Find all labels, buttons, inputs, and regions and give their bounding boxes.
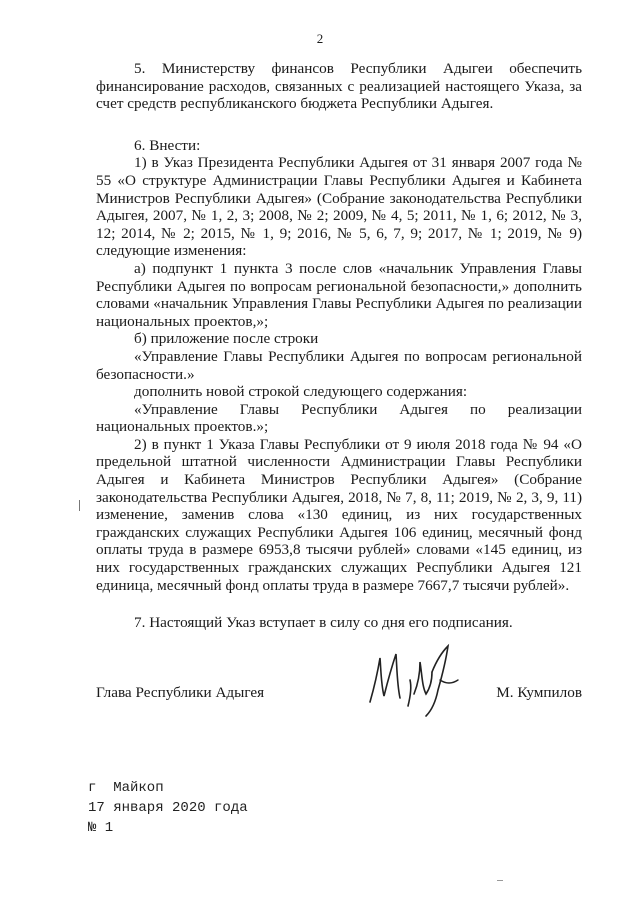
paragraph-7: 7. Настоящий Указ вступает в силу со дня его подписания. [134,614,513,632]
document-body [96,60,582,632]
registration-stamp [88,778,248,838]
scan-artifact [497,880,503,881]
signature-block [96,684,582,706]
paragraph-6-item-1b-addition: дополнить новой строкой следующего содержания: [134,383,468,401]
paragraph-6-item-2: 2) в пункт 1 Указа Главы Республики от 9 июля 2018 года № 94 «О предельной штатной численности Администрации Главы Республики Адыгея и Кабинета Министров Республики Адыгея» (Собрание законодательства Республики Адыгея, 2018, № 7, 8, 11; 2019, № 2, 3, 9, 11) изменение, заменив слова «130 единиц, из них государственных гражданских служащих Республики Адыгея 106 единиц, месячный фонд оплаты труда в размере 6953,8 тысячи рублей» словами «145 единиц, из них государственных гражданских служащих Республики Адыгея 121 единица, месячный фонд оплаты труда в размере 7667,7 тысячи рублей». [96,435,582,594]
signatory-name: М. Кумпилов [496,684,582,701]
quoted-existing-line: «Управление Главы Республики Адыгея по вопросам региональной безопасности.» [96,347,582,383]
signatory-position: Глава Республики Адыгея [96,684,265,701]
paragraph-6-heading: 6. Внести: [134,136,201,154]
page-number: 2 [316,31,324,46]
paragraph-6-item-1b: б) приложение после строки [134,330,319,348]
paragraph-5: 5. Министерству финансов Республики Адыгеи обеспечить финансирование расходов, связанных с реализацией настоящего Указа, за счет средств республиканского бюджета Республики Адыгея. [96,60,582,113]
stamp-number: № 1 [88,820,114,836]
scan-margin-mark [79,500,80,511]
stamp-city: г Майкоп [88,780,164,796]
paragraph-6-item-1: 1) в Указ Президента Республики Адыгея от 31 января 2007 года № 55 «О структуре Администрации Главы Республики Адыгея и Кабинета Министров Республики Адыгея» (Собрание законодательства Республики Адыгея, 2007, № 1, 2, 3; 2008, № 2; 2009, № 4, 5; 2011, № 1, 6; 2012, № 3, 12; 2014, № 2; 2015, № 1, 9; 2016, № 5, 6, 7, 9; 2017, № 1; 2019, № 9) следующие изменения: [96,154,582,260]
paragraph-6-item-1a: а) подпункт 1 пункта 3 после слов «начальник Управления Главы Республики Адыгея по вопросам региональной безопасности,» дополнить словами «начальник Управления Главы Республики Адыгея по реализации национальных проектов,»; [96,259,582,330]
quoted-new-line: «Управление Главы Республики Адыгея по реализации национальных проектов.»; [96,400,582,436]
stamp-date: 17 января 2020 года [88,800,248,816]
handwritten-signature [366,640,462,718]
